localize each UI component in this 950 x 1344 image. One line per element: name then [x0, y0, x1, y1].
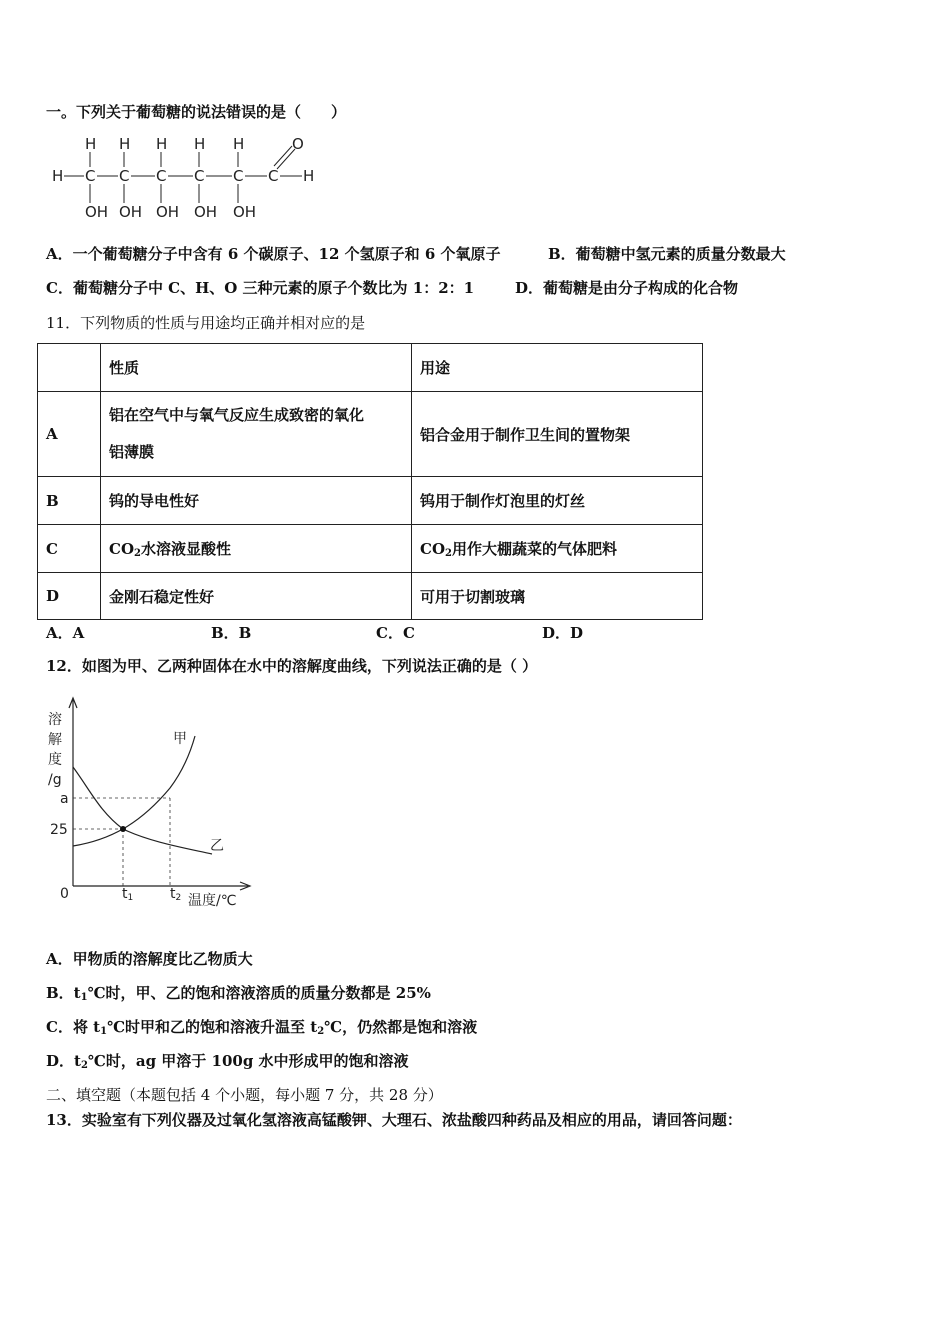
c-atom-6: C	[268, 167, 279, 185]
q11-answer-a: A．A	[46, 624, 85, 642]
oh-5: OH	[233, 203, 257, 221]
co2-subscript: 2	[445, 548, 452, 559]
q13-stem: 13．实验室有下列仪器及过氧化氢溶液高锰酸钾、大理石、浓盐酸四种药品及相应的用品，请回答问题：	[46, 1111, 742, 1129]
table-header-row	[38, 344, 703, 392]
origin-label: 0	[60, 886, 69, 902]
q10-option-a: A．一个葡萄糖分子中含有 6 个碳原子、12 个氢原子和 6 个氧原子	[46, 245, 501, 263]
header-property: 性质	[101, 344, 412, 392]
x-tick-t2: t2	[170, 886, 182, 903]
q12-option-d: D．$t_2℃$时，ag 甲溶于 100g 水中形成甲的饱和溶液	[46, 1052, 409, 1071]
q11-answer-b: B．B	[211, 624, 252, 642]
row-use: 可用于切割玻璃	[412, 573, 703, 620]
c-atom-5: C	[233, 167, 244, 185]
q11-stem: 11．下列物质的性质与用途均正确并相对应的是	[46, 314, 366, 332]
row-use-text: 用作大棚蔬菜的气体肥料	[451, 540, 617, 558]
properties-table	[37, 343, 703, 620]
oh-1: OH	[85, 203, 109, 221]
c-atom-4: C	[194, 167, 205, 185]
row-property: 金刚石稳定性好	[101, 573, 412, 620]
q12-stem: 12．如图为甲、乙两种固体在水中的溶解度曲线，下列说法正确的是（ ）	[46, 657, 538, 675]
oh-3: OH	[156, 203, 180, 221]
co2-subscript: 2	[134, 548, 141, 559]
table-row	[38, 525, 703, 573]
y-label-3: 度	[48, 752, 62, 768]
header-use: 用途	[412, 344, 703, 392]
y-label-1: 溶	[48, 712, 62, 728]
q10-option-b: B．葡萄糖中氢元素的质量分数最大	[548, 245, 786, 263]
solubility-graph	[40, 692, 260, 914]
glucose-structural-formula	[46, 132, 336, 224]
row-label: B	[38, 477, 101, 525]
q12-option-a: A．甲物质的溶解度比乙物质大	[46, 950, 253, 968]
row-property	[101, 525, 412, 573]
o-atom: O	[292, 135, 304, 153]
x-tick-t1: t1	[122, 886, 134, 903]
row-property	[101, 392, 412, 477]
h-left: H	[52, 167, 64, 185]
y-label-4: /g	[48, 772, 62, 788]
row-label: C	[38, 525, 101, 573]
oh-4: OH	[194, 203, 218, 221]
row-property-line2: 铝薄膜	[109, 443, 155, 461]
co2-text: CO	[109, 540, 135, 558]
row-use	[412, 525, 703, 573]
q12-option-c: C．将 $t_1℃$时甲和乙的饱和溶液升温至 $t_2℃$，仍然都是饱和溶液	[46, 1018, 478, 1037]
q11-answer-c: C．C	[376, 624, 415, 642]
row-use: 铝合金用于制作卫生间的置物架	[412, 392, 703, 477]
header-empty-cell	[38, 344, 101, 392]
h-top-1: H	[85, 135, 97, 153]
h-top-5: H	[233, 135, 245, 153]
intersection-point	[120, 826, 126, 832]
q10-option-d: D．葡萄糖是由分子构成的化合物	[515, 279, 739, 297]
row-label: A	[38, 392, 101, 477]
y-label-2: 解	[48, 732, 62, 748]
row-label: D	[38, 573, 101, 620]
row-property-text: 水溶液显酸性	[140, 540, 231, 558]
curve-label-jia: 甲	[173, 731, 187, 747]
q11-answer-d: D．D	[542, 624, 584, 642]
y-tick-a: a	[60, 791, 69, 807]
section-2-heading: 二、填空题（本题包括 4 个小题，每小题 7 分，共 28 分）	[46, 1086, 443, 1104]
curve-label-yi: 乙	[210, 838, 224, 854]
row-use: 钨用于制作灯泡里的灯丝	[412, 477, 703, 525]
co2-text: CO	[420, 540, 446, 558]
h-right: H	[303, 167, 315, 185]
h-top-2: H	[119, 135, 131, 153]
h-top-3: H	[156, 135, 168, 153]
oh-2: OH	[119, 203, 143, 221]
curve-jia	[73, 736, 195, 846]
c-atom-1: C	[85, 167, 96, 185]
c-atom-3: C	[156, 167, 167, 185]
y-tick-25: 25	[50, 822, 68, 838]
q10-stem: 一。下列关于葡萄糖的说法错误的是（ ）	[46, 103, 347, 121]
c-atom-2: C	[119, 167, 130, 185]
table-row	[38, 573, 703, 620]
row-property: 钨的导电性好	[101, 477, 412, 525]
row-property-line1: 铝在空气中与氧气反应生成致密的氧化	[109, 406, 365, 424]
q10-option-c: C．葡萄糖分子中 C、H、O 三种元素的原子个数比为 1：2：1	[46, 279, 475, 297]
q12-option-b: B．$t_1℃$时，甲、乙的饱和溶液溶质的质量分数都是 25%	[46, 984, 431, 1003]
table-row	[38, 392, 703, 477]
table-row	[38, 477, 703, 525]
h-top-4: H	[194, 135, 206, 153]
x-axis-label: 温度/℃	[188, 893, 237, 909]
